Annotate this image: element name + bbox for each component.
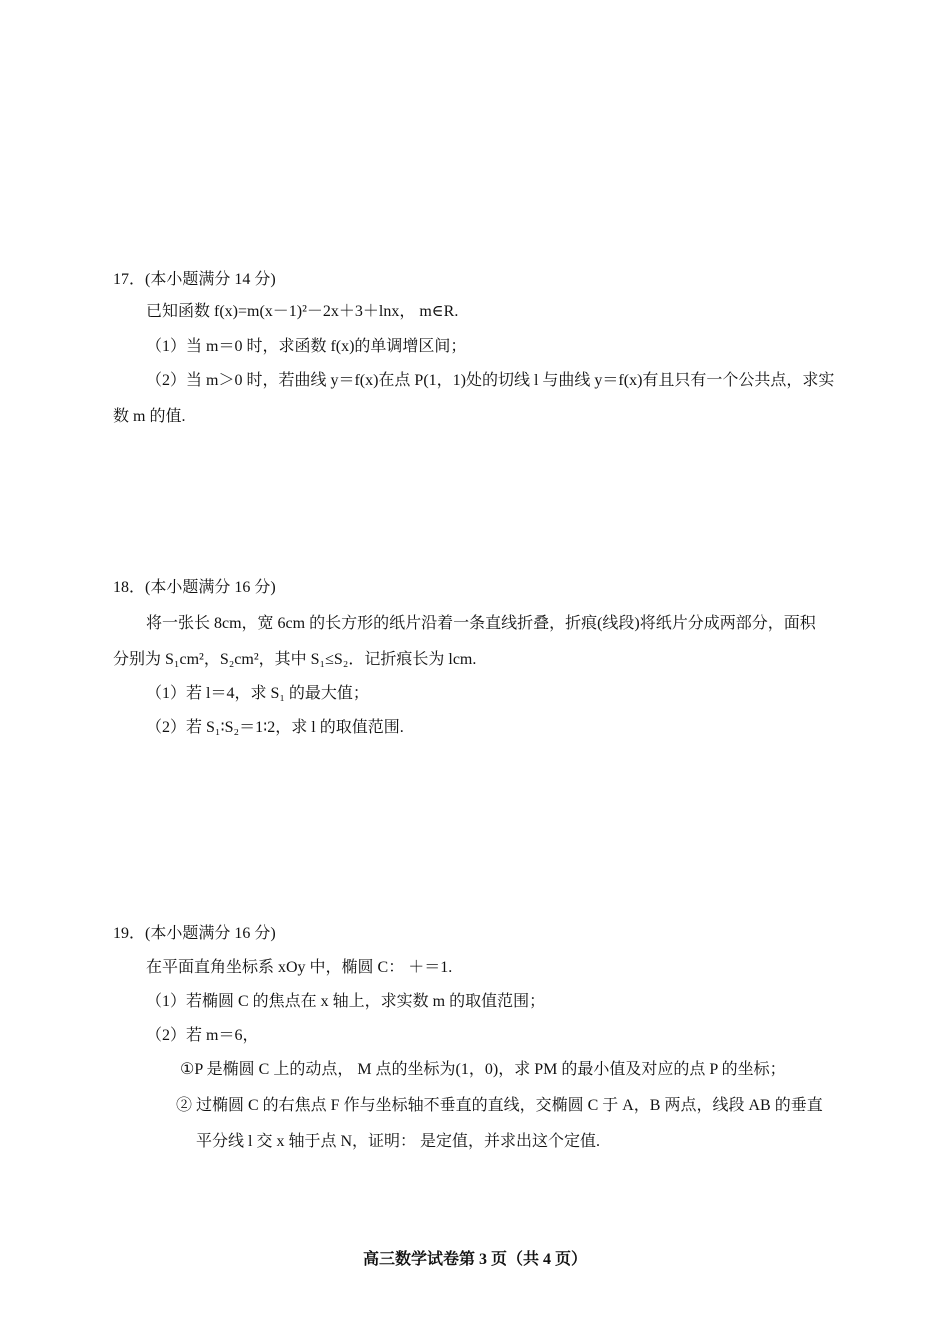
question-17-stem: 已知函数 f(x)=m(x－1)²－2x＋3＋lnx， m∈R. — [146, 303, 459, 320]
question-18-part2: （2）若 S₁∶S₂＝1∶2，求 l 的取值范围. — [146, 719, 404, 736]
question-17-part2-line2: 数 m 的值. — [113, 408, 186, 425]
question-19-sub1: ①P 是椭圆 C 上的动点， M 点的坐标为(1，0)，求 PM 的最小值及对应的点 P 的坐标； — [180, 1061, 786, 1078]
page-footer: 高三数学试卷第 3 页（共 4 页） — [362, 1251, 587, 1268]
question-19-part1: （1）若椭圆 C 的焦点在 x 轴上，求实数 m 的取值范围； — [146, 993, 546, 1010]
question-17-part2-line1: （2）当 m＞0 时，若曲线 y＝f(x)在点 P(1，1)处的切线 l 与曲线 y＝f(x)有且只有一个公共点，求实 — [146, 372, 835, 389]
question-18-part1: （1）若 l＝4，求 S₁ 的最大值； — [146, 685, 369, 702]
question-18-header: 18．(本小题满分 16 分) — [113, 579, 276, 596]
question-19-part2: （2）若 m＝6， — [146, 1027, 259, 1044]
question-19-header: 19．(本小题满分 16 分) — [113, 925, 276, 942]
question-18-stem-line1: 将一张长 8cm，宽 6cm 的长方形的纸片沿着一条直线折叠，折痕(线段)将纸片分成两部分，面积 — [146, 615, 816, 632]
question-17-part1: （1）当 m＝0 时，求函数 f(x)的单调增区间； — [146, 338, 467, 355]
question-19-sub2-line2: 平分线 l 交 x 轴于点 N，证明： 是定值，并求出这个定值. — [196, 1133, 601, 1150]
question-19-sub2-line1: ② 过椭圆 C 的右焦点 F 作与坐标轴不垂直的直线，交椭圆 C 于 A，B 两点，线段 AB 的垂直 — [176, 1097, 823, 1114]
question-17-header: 17．(本小题满分 14 分) — [113, 271, 276, 288]
question-18-stem-line2: 分别为 S₁cm²，S₂cm²，其中 S₁≤S₂．记折痕长为 lcm. — [113, 651, 477, 668]
question-19-stem: 在平面直角坐标系 xOy 中，椭圆 C： ＋＝1. — [146, 959, 453, 976]
